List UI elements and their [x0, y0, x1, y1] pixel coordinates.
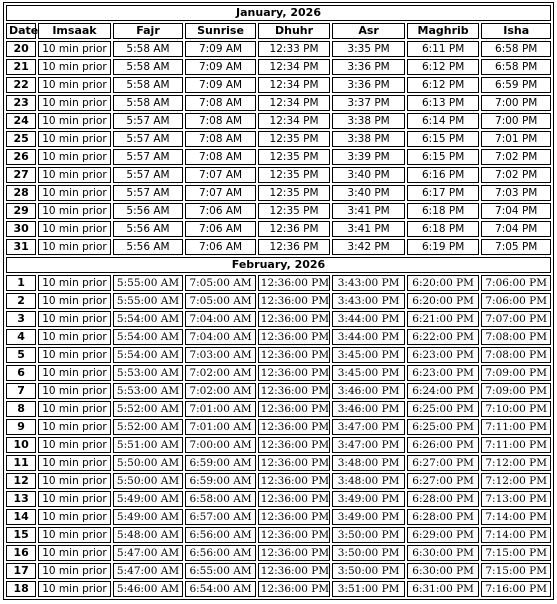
cell-dhuhr: 12:36 PM — [258, 221, 331, 237]
cell-asr: 3:45:00 PM — [332, 347, 405, 363]
cell-dhuhr: 12:35 PM — [258, 167, 331, 183]
cell-date: 12 — [6, 473, 36, 489]
table-row — [6, 203, 551, 219]
cell-dhuhr: 12:34 PM — [258, 59, 331, 75]
cell-sunrise: 7:02:00 AM — [185, 365, 256, 381]
cell-isha: 7:14:00 PM — [481, 509, 551, 525]
cell-date: 10 — [6, 437, 36, 453]
cell-dhuhr: 12:34 PM — [258, 77, 331, 93]
column-header-sunrise: Sunrise — [185, 23, 256, 39]
cell-imsaak: 10 min prior — [38, 149, 111, 165]
cell-asr: 3:36 PM — [332, 59, 405, 75]
table-row — [6, 275, 551, 291]
cell-dhuhr: 12:36:00 PM — [258, 293, 331, 309]
cell-sunrise: 6:59:00 AM — [185, 455, 256, 471]
cell-imsaak: 10 min prior — [38, 383, 111, 399]
cell-date: 1 — [6, 275, 36, 291]
cell-dhuhr: 12:36:00 PM — [258, 509, 331, 525]
cell-sunrise: 7:02:00 AM — [185, 383, 256, 399]
cell-imsaak: 10 min prior — [38, 329, 111, 345]
cell-fajr: 5:53:00 AM — [113, 365, 184, 381]
table-row — [6, 419, 551, 435]
cell-sunrise: 6:55:00 AM — [185, 563, 256, 579]
cell-asr: 3:38 PM — [332, 131, 405, 147]
table-row — [6, 509, 551, 525]
cell-maghrib: 6:26:00 PM — [407, 437, 480, 453]
cell-isha: 7:15:00 PM — [481, 563, 551, 579]
cell-sunrise: 7:05:00 AM — [185, 275, 256, 291]
cell-asr: 3:50:00 PM — [332, 545, 405, 561]
cell-date: 13 — [6, 491, 36, 507]
table-row — [6, 491, 551, 507]
cell-maghrib: 6:11 PM — [407, 41, 480, 57]
cell-dhuhr: 12:36:00 PM — [258, 347, 331, 363]
table-row — [6, 59, 551, 75]
cell-date: 16 — [6, 545, 36, 561]
cell-maghrib: 6:29:00 PM — [407, 527, 480, 543]
cell-isha: 7:12:00 PM — [481, 473, 551, 489]
cell-date: 9 — [6, 419, 36, 435]
cell-dhuhr: 12:36:00 PM — [258, 275, 331, 291]
cell-isha: 7:03 PM — [481, 185, 551, 201]
cell-fajr: 5:51:00 AM — [113, 437, 184, 453]
cell-date: 7 — [6, 383, 36, 399]
cell-imsaak: 10 min prior — [38, 239, 111, 255]
cell-isha: 7:06:00 PM — [481, 275, 551, 291]
cell-maghrib: 6:19 PM — [407, 239, 480, 255]
cell-sunrise: 7:08 AM — [185, 95, 256, 111]
cell-fajr: 5:49:00 AM — [113, 509, 184, 525]
cell-maghrib: 6:28:00 PM — [407, 509, 480, 525]
cell-maghrib: 6:22:00 PM — [407, 329, 480, 345]
cell-imsaak: 10 min prior — [38, 581, 111, 597]
cell-isha: 7:11:00 PM — [481, 437, 551, 453]
table-row — [6, 383, 551, 399]
table-row — [6, 347, 551, 363]
cell-sunrise: 7:06 AM — [185, 221, 256, 237]
column-header-date: Date — [6, 23, 36, 39]
cell-asr: 3:50:00 PM — [332, 563, 405, 579]
cell-imsaak: 10 min prior — [38, 275, 111, 291]
cell-asr: 3:44:00 PM — [332, 311, 405, 327]
cell-dhuhr: 12:36:00 PM — [258, 581, 331, 597]
cell-date: 17 — [6, 563, 36, 579]
table-row — [6, 329, 551, 345]
cell-date: 25 — [6, 131, 36, 147]
cell-dhuhr: 12:36:00 PM — [258, 527, 331, 543]
cell-maghrib: 6:18 PM — [407, 203, 480, 219]
cell-fajr: 5:57 AM — [113, 113, 184, 129]
cell-isha: 6:59 PM — [481, 77, 551, 93]
cell-maghrib: 6:25:00 PM — [407, 419, 480, 435]
cell-maghrib: 6:12 PM — [407, 77, 480, 93]
cell-maghrib: 6:28:00 PM — [407, 491, 480, 507]
cell-imsaak: 10 min prior — [38, 527, 111, 543]
cell-sunrise: 7:09 AM — [185, 59, 256, 75]
cell-asr: 3:45:00 PM — [332, 365, 405, 381]
cell-isha: 7:15:00 PM — [481, 545, 551, 561]
cell-asr: 3:39 PM — [332, 149, 405, 165]
cell-fajr: 5:50:00 AM — [113, 455, 184, 471]
cell-fajr: 5:57 AM — [113, 167, 184, 183]
cell-asr: 3:50:00 PM — [332, 527, 405, 543]
cell-asr: 3:41 PM — [332, 221, 405, 237]
month-heading: January, 2026 — [6, 5, 551, 21]
cell-imsaak: 10 min prior — [38, 203, 111, 219]
cell-dhuhr: 12:36 PM — [258, 239, 331, 255]
column-header-asr: Asr — [332, 23, 405, 39]
cell-asr: 3:42 PM — [332, 239, 405, 255]
cell-date: 5 — [6, 347, 36, 363]
cell-maghrib: 6:14 PM — [407, 113, 480, 129]
cell-date: 21 — [6, 59, 36, 75]
cell-dhuhr: 12:36:00 PM — [258, 401, 331, 417]
cell-fajr: 5:54:00 AM — [113, 311, 184, 327]
cell-asr: 3:40 PM — [332, 167, 405, 183]
cell-isha: 7:13:00 PM — [481, 491, 551, 507]
table-row — [6, 95, 551, 111]
cell-fajr: 5:54:00 AM — [113, 347, 184, 363]
cell-maghrib: 6:23:00 PM — [407, 347, 480, 363]
column-header-imsaak: Imsaak — [38, 23, 111, 39]
cell-sunrise: 6:59:00 AM — [185, 473, 256, 489]
cell-isha: 7:04 PM — [481, 203, 551, 219]
cell-imsaak: 10 min prior — [38, 419, 111, 435]
cell-date: 26 — [6, 149, 36, 165]
cell-date: 24 — [6, 113, 36, 129]
cell-sunrise: 7:00:00 AM — [185, 437, 256, 453]
cell-fajr: 5:53:00 AM — [113, 383, 184, 399]
cell-dhuhr: 12:36:00 PM — [258, 419, 331, 435]
cell-imsaak: 10 min prior — [38, 113, 111, 129]
table-row — [6, 167, 551, 183]
cell-dhuhr: 12:36:00 PM — [258, 563, 331, 579]
cell-fajr: 5:47:00 AM — [113, 563, 184, 579]
cell-imsaak: 10 min prior — [38, 41, 111, 57]
cell-sunrise: 7:01:00 AM — [185, 419, 256, 435]
cell-fajr: 5:55:00 AM — [113, 293, 184, 309]
cell-sunrise: 7:04:00 AM — [185, 311, 256, 327]
cell-asr: 3:38 PM — [332, 113, 405, 129]
cell-isha: 7:00 PM — [481, 113, 551, 129]
cell-maghrib: 6:27:00 PM — [407, 455, 480, 471]
cell-date: 31 — [6, 239, 36, 255]
cell-isha: 7:09:00 PM — [481, 383, 551, 399]
cell-fajr: 5:57 AM — [113, 185, 184, 201]
cell-isha: 7:10:00 PM — [481, 401, 551, 417]
cell-sunrise: 7:01:00 AM — [185, 401, 256, 417]
cell-sunrise: 7:07 AM — [185, 185, 256, 201]
cell-date: 18 — [6, 581, 36, 597]
table-row — [6, 185, 551, 201]
cell-isha: 7:09:00 PM — [481, 365, 551, 381]
cell-date: 15 — [6, 527, 36, 543]
cell-fajr: 5:55:00 AM — [113, 275, 184, 291]
cell-asr: 3:48:00 PM — [332, 473, 405, 489]
cell-date: 20 — [6, 41, 36, 57]
cell-date: 4 — [6, 329, 36, 345]
cell-fajr: 5:58 AM — [113, 41, 184, 57]
cell-imsaak: 10 min prior — [38, 563, 111, 579]
prayer-times-table — [3, 2, 554, 600]
table-row — [6, 221, 551, 237]
cell-sunrise: 6:54:00 AM — [185, 581, 256, 597]
cell-maghrib: 6:15 PM — [407, 149, 480, 165]
table-row — [6, 563, 551, 579]
table-row — [6, 149, 551, 165]
cell-isha: 7:07:00 PM — [481, 311, 551, 327]
cell-fajr: 5:58 AM — [113, 59, 184, 75]
cell-fajr: 5:49:00 AM — [113, 491, 184, 507]
cell-dhuhr: 12:34 PM — [258, 95, 331, 111]
cell-maghrib: 6:31:00 PM — [407, 581, 480, 597]
cell-sunrise: 7:05:00 AM — [185, 293, 256, 309]
cell-isha: 7:12:00 PM — [481, 455, 551, 471]
cell-date: 30 — [6, 221, 36, 237]
cell-imsaak: 10 min prior — [38, 59, 111, 75]
cell-asr: 3:43:00 PM — [332, 275, 405, 291]
cell-maghrib: 6:12 PM — [407, 59, 480, 75]
cell-sunrise: 7:08 AM — [185, 131, 256, 147]
cell-imsaak: 10 min prior — [38, 221, 111, 237]
cell-imsaak: 10 min prior — [38, 509, 111, 525]
cell-isha: 6:58 PM — [481, 41, 551, 57]
table-row — [6, 311, 551, 327]
table-row — [6, 113, 551, 129]
cell-fajr: 5:50:00 AM — [113, 473, 184, 489]
cell-isha: 7:02 PM — [481, 149, 551, 165]
cell-isha: 7:08:00 PM — [481, 347, 551, 363]
cell-date: 6 — [6, 365, 36, 381]
table-row — [6, 41, 551, 57]
cell-date: 11 — [6, 455, 36, 471]
cell-fajr: 5:57 AM — [113, 131, 184, 147]
column-header-maghrib: Maghrib — [407, 23, 480, 39]
cell-maghrib: 6:16 PM — [407, 167, 480, 183]
cell-date: 3 — [6, 311, 36, 327]
cell-imsaak: 10 min prior — [38, 167, 111, 183]
cell-imsaak: 10 min prior — [38, 77, 111, 93]
column-header-isha: Isha — [481, 23, 551, 39]
table-row — [6, 527, 551, 543]
cell-fajr: 5:52:00 AM — [113, 419, 184, 435]
cell-isha: 7:11:00 PM — [481, 419, 551, 435]
cell-dhuhr: 12:36:00 PM — [258, 545, 331, 561]
cell-sunrise: 7:06 AM — [185, 239, 256, 255]
table-row — [6, 401, 551, 417]
cell-maghrib: 6:20:00 PM — [407, 293, 480, 309]
cell-isha: 7:14:00 PM — [481, 527, 551, 543]
cell-isha: 7:16:00 PM — [481, 581, 551, 597]
cell-date: 8 — [6, 401, 36, 417]
cell-date: 22 — [6, 77, 36, 93]
cell-date: 14 — [6, 509, 36, 525]
month-heading-row — [6, 5, 551, 21]
cell-dhuhr: 12:36:00 PM — [258, 473, 331, 489]
cell-asr: 3:37 PM — [332, 95, 405, 111]
cell-isha: 7:00 PM — [481, 95, 551, 111]
cell-maghrib: 6:23:00 PM — [407, 365, 480, 381]
table-row — [6, 437, 551, 453]
cell-maghrib: 6:30:00 PM — [407, 563, 480, 579]
cell-dhuhr: 12:35 PM — [258, 149, 331, 165]
cell-maghrib: 6:21:00 PM — [407, 311, 480, 327]
table-row — [6, 293, 551, 309]
column-header-dhuhr: Dhuhr — [258, 23, 331, 39]
cell-dhuhr: 12:34 PM — [258, 113, 331, 129]
column-header-row — [6, 23, 551, 39]
month-heading: February, 2026 — [6, 257, 551, 273]
cell-asr: 3:46:00 PM — [332, 383, 405, 399]
cell-sunrise: 7:09 AM — [185, 41, 256, 57]
cell-asr: 3:44:00 PM — [332, 329, 405, 345]
cell-maghrib: 6:17 PM — [407, 185, 480, 201]
cell-imsaak: 10 min prior — [38, 131, 111, 147]
cell-fajr: 5:47:00 AM — [113, 545, 184, 561]
cell-asr: 3:49:00 PM — [332, 509, 405, 525]
column-header-fajr: Fajr — [113, 23, 184, 39]
table-row — [6, 131, 551, 147]
cell-isha: 7:08:00 PM — [481, 329, 551, 345]
table-row — [6, 365, 551, 381]
cell-maghrib: 6:15 PM — [407, 131, 480, 147]
cell-sunrise: 7:08 AM — [185, 113, 256, 129]
cell-asr: 3:47:00 PM — [332, 419, 405, 435]
cell-date: 23 — [6, 95, 36, 111]
cell-sunrise: 7:03:00 AM — [185, 347, 256, 363]
cell-dhuhr: 12:35 PM — [258, 131, 331, 147]
cell-isha: 7:06:00 PM — [481, 293, 551, 309]
cell-dhuhr: 12:36:00 PM — [258, 365, 331, 381]
cell-sunrise: 6:56:00 AM — [185, 545, 256, 561]
cell-imsaak: 10 min prior — [38, 95, 111, 111]
month-heading-row — [6, 257, 551, 273]
cell-imsaak: 10 min prior — [38, 437, 111, 453]
cell-asr: 3:35 PM — [332, 41, 405, 57]
cell-fajr: 5:56 AM — [113, 239, 184, 255]
cell-imsaak: 10 min prior — [38, 545, 111, 561]
cell-date: 28 — [6, 185, 36, 201]
cell-fajr: 5:56 AM — [113, 203, 184, 219]
cell-maghrib: 6:30:00 PM — [407, 545, 480, 561]
table-row — [6, 473, 551, 489]
cell-fajr: 5:54:00 AM — [113, 329, 184, 345]
cell-maghrib: 6:24:00 PM — [407, 383, 480, 399]
cell-maghrib: 6:20:00 PM — [407, 275, 480, 291]
cell-imsaak: 10 min prior — [38, 347, 111, 363]
cell-date: 2 — [6, 293, 36, 309]
cell-isha: 7:02 PM — [481, 167, 551, 183]
cell-dhuhr: 12:36:00 PM — [258, 383, 331, 399]
cell-sunrise: 7:04:00 AM — [185, 329, 256, 345]
cell-isha: 7:05 PM — [481, 239, 551, 255]
cell-sunrise: 6:56:00 AM — [185, 527, 256, 543]
cell-asr: 3:47:00 PM — [332, 437, 405, 453]
cell-fajr: 5:48:00 AM — [113, 527, 184, 543]
cell-sunrise: 6:58:00 AM — [185, 491, 256, 507]
cell-asr: 3:41 PM — [332, 203, 405, 219]
table-row — [6, 455, 551, 471]
cell-fajr: 5:57 AM — [113, 149, 184, 165]
cell-imsaak: 10 min prior — [38, 491, 111, 507]
cell-sunrise: 7:08 AM — [185, 149, 256, 165]
cell-fajr: 5:52:00 AM — [113, 401, 184, 417]
cell-asr: 3:36 PM — [332, 77, 405, 93]
cell-sunrise: 7:09 AM — [185, 77, 256, 93]
table-row — [6, 239, 551, 255]
cell-imsaak: 10 min prior — [38, 473, 111, 489]
cell-dhuhr: 12:35 PM — [258, 185, 331, 201]
cell-date: 29 — [6, 203, 36, 219]
cell-dhuhr: 12:36:00 PM — [258, 491, 331, 507]
cell-asr: 3:51:00 PM — [332, 581, 405, 597]
cell-asr: 3:43:00 PM — [332, 293, 405, 309]
cell-maghrib: 6:13 PM — [407, 95, 480, 111]
cell-asr: 3:48:00 PM — [332, 455, 405, 471]
cell-isha: 7:04 PM — [481, 221, 551, 237]
cell-imsaak: 10 min prior — [38, 293, 111, 309]
cell-isha: 7:01 PM — [481, 131, 551, 147]
table-row — [6, 581, 551, 597]
cell-imsaak: 10 min prior — [38, 311, 111, 327]
cell-dhuhr: 12:33 PM — [258, 41, 331, 57]
cell-fajr: 5:58 AM — [113, 77, 184, 93]
cell-maghrib: 6:25:00 PM — [407, 401, 480, 417]
cell-asr: 3:46:00 PM — [332, 401, 405, 417]
cell-maghrib: 6:18 PM — [407, 221, 480, 237]
cell-dhuhr: 12:35 PM — [258, 203, 331, 219]
cell-fajr: 5:56 AM — [113, 221, 184, 237]
cell-dhuhr: 12:36:00 PM — [258, 311, 331, 327]
cell-fajr: 5:46:00 AM — [113, 581, 184, 597]
cell-imsaak: 10 min prior — [38, 365, 111, 381]
cell-dhuhr: 12:36:00 PM — [258, 455, 331, 471]
cell-asr: 3:40 PM — [332, 185, 405, 201]
table-row — [6, 77, 551, 93]
cell-dhuhr: 12:36:00 PM — [258, 329, 331, 345]
cell-sunrise: 7:07 AM — [185, 167, 256, 183]
cell-dhuhr: 12:36:00 PM — [258, 437, 331, 453]
cell-imsaak: 10 min prior — [38, 455, 111, 471]
cell-sunrise: 7:06 AM — [185, 203, 256, 219]
table-row — [6, 545, 551, 561]
cell-imsaak: 10 min prior — [38, 401, 111, 417]
cell-isha: 6:58 PM — [481, 59, 551, 75]
cell-sunrise: 6:57:00 AM — [185, 509, 256, 525]
cell-date: 27 — [6, 167, 36, 183]
cell-asr: 3:49:00 PM — [332, 491, 405, 507]
cell-fajr: 5:58 AM — [113, 95, 184, 111]
cell-maghrib: 6:27:00 PM — [407, 473, 480, 489]
cell-imsaak: 10 min prior — [38, 185, 111, 201]
